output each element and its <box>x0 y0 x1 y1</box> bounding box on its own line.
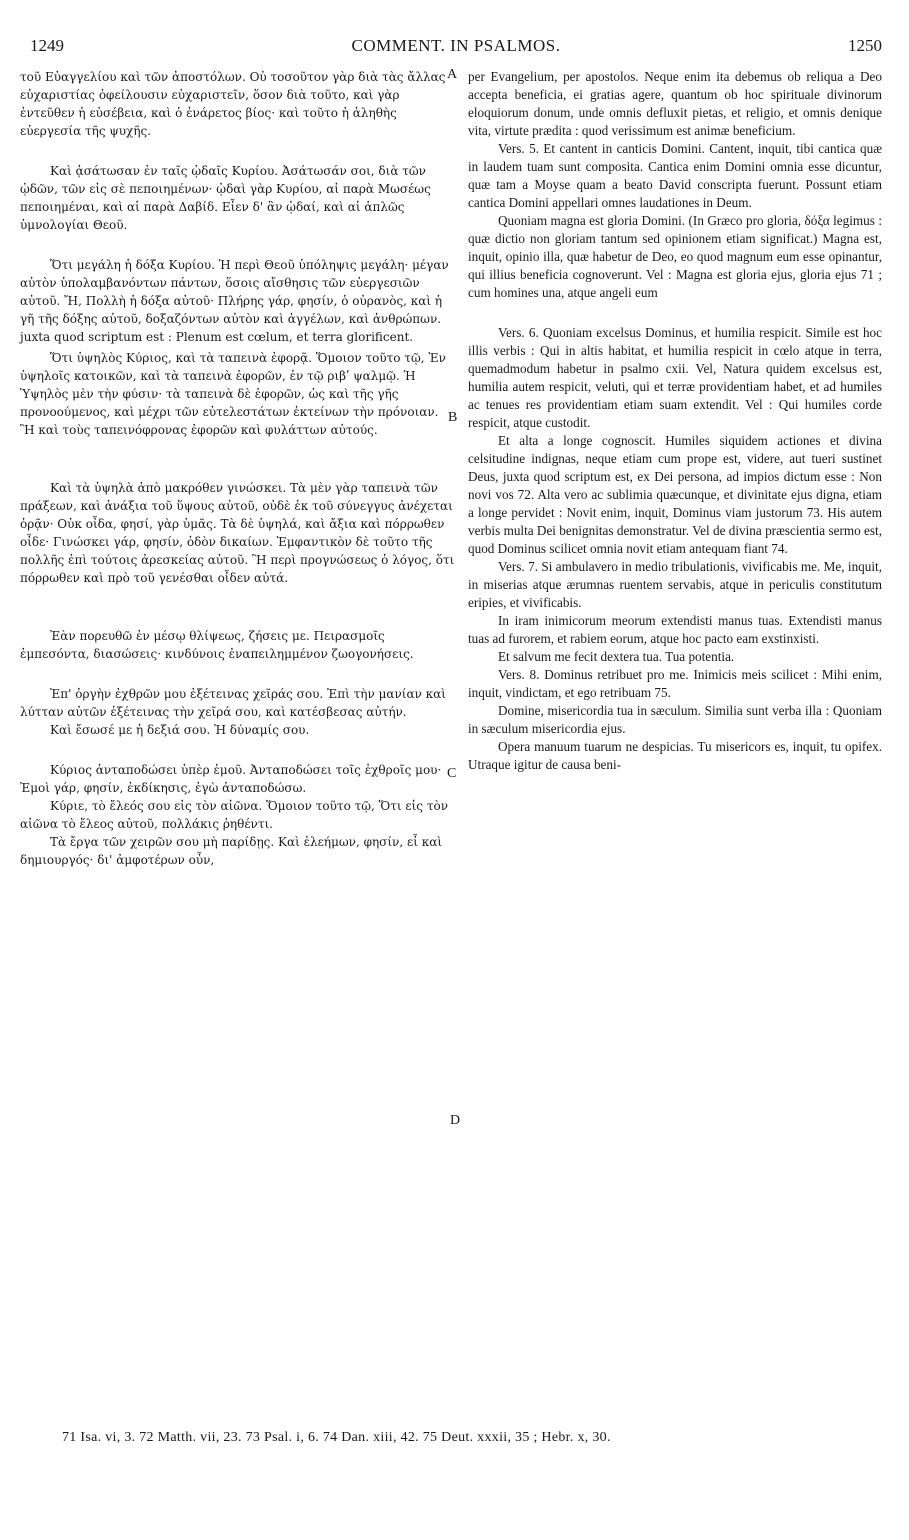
latin-paragraph: Domine, misericordia tua in sæculum. Similia sunt verba illa : Quoniam in sæculum misericordia ejus. <box>468 703 882 736</box>
greek-paragraph: Κύριε, τὸ ἔλεός σου εἰς τὸν αἰῶνα. Ὅμοιον τοῦτο τῷ, Ὅτι εἰς τὸν αἰῶνα τὸ ἔλεος αὐτοῦ, πολλάκις ῥηθέντι. <box>20 799 448 831</box>
running-title: COMMENT. IN PSALMOS. <box>351 36 561 55</box>
greek-paragraph: Ἐπ' ὀργὴν ἐχθρῶν μου ἐξέτεινας χεῖράς σου. Ἐπὶ τὴν μανίαν καὶ λύτταν αὐτῶν ἐξέτεινας τὴν χεῖρά σου, καὶ κατέσβεσας αὐτήν. <box>20 687 446 719</box>
latin-paragraph: Et salvum me fecit dextera tua. Tua potentia. <box>498 649 735 664</box>
latin-paragraph: Vers. 6. Quoniam excelsus Dominus, et humilia respicit. Simile est hoc illis verbis : Qui in altis habitat, et humilia respicit in cœlo atque in terra, quemadmodum habetur in psalmo cxii. Vel, Natura quidem excelsus est, humilia autem respicit, veluti, qui et terræ providentiam habet, et ad humiles ac tenues res providentiam etiam suam extendit. Vel : Qui humiles corde respicit, atque custodit. <box>468 325 882 430</box>
running-header <box>30 36 882 64</box>
greek-paragraph: τοῦ Εὐαγγελίου καὶ τῶν ἀποστόλων. Οὐ τοσοῦτον γὰρ διὰ τὰς ἄλλας εὐχαριστίας ὀφείλουσιν εὐχαριστεῖν, ὅσον διὰ τοῦτο, καὶ γὰρ ἐντεῦθεν ἡ εὐσέβεια, καὶ ὁ ἐνάρετος βίος· καὶ τοῦτο ἡ ἀληθὴς εὐεργεσία τῆς ψυχῆς. <box>20 70 446 138</box>
latin-paragraph: Vers. 5. Et cantent in canticis Domini. Cantent, inquit, tibi cantica quæ in laudem tuam sunt composita. Cantica enim Domini omnia esse dicuntur, quæ tam a Moyse quam a beato David conscripta fuerunt. Possunt etiam cantica Domini appellari omnes laudationes in Deum. <box>468 141 882 210</box>
column-marker-b: B <box>448 410 458 425</box>
greek-paragraph: Καὶ τὰ ὑψηλὰ ἀπὸ μακρόθεν γινώσκει. Τὰ μὲν γὰρ ταπεινὰ τῶν πράξεων, καὶ ἀνάξια τοῦ ὕψους αὐτοῦ, οὐδὲ ἐκ τοῦ σύνεγγυς ἀνέχεται ὁρᾷν· Οὐκ οἶδα, φησί, γὰρ ὑμᾶς. Τὰ δὲ ὑψηλά, καὶ ἄξια καὶ πόρρωθεν οἶδε· Γινώσκει γάρ, φησίν, ὁδὸν δικαίων. Ἐμφαντικὸν δὲ τοῦτο τῆς πολλῆς ἐπὶ τούτοις ἀρεσκείας αὐτοῦ. Ἢ περὶ προγνώσεως ὁ λόγος, ὅτι πόρρωθεν καὶ πρὸ τοῦ γενέσθαι οἶδεν αὐτά. <box>20 481 455 585</box>
page-number-left: 1249 <box>30 36 64 55</box>
greek-paragraph: Καὶ ᾀσάτωσαν ἐν ταῖς ᾠδαῖς Κυρίου. Ἀσάτωσάν σοι, διὰ τῶν ᾠδῶν, τῶν εἰς σὲ πεποιημένων· ᾠδαὶ γὰρ Κυρίου, αἱ παρὰ Μωσέως πεποιημέναι, καὶ αἱ παρὰ Δαβίδ. Εἶεν δ' ἂν ᾠδαί, καὶ αἱ ἁπλῶς ὑμνολογίαι Θεοῦ. <box>20 164 431 232</box>
greek-paragraph: Κύριος ἀνταποδώσει ὑπὲρ ἐμοῦ. Ἀνταποδώσει τοῖς ἐχθροῖς μου· Ἐμοὶ γάρ, φησίν, ἐκδίκησις, ἐγὼ ἀνταποδώσω. <box>20 763 442 795</box>
latin-paragraph: In iram inimicorum meorum extendisti manus tuas. Extendisti manus tuas ad furorem, et rabiem eorum, atque hoc pacto eam exstinxisti. <box>468 613 882 646</box>
latin-paragraph: Et alta a longe cognoscit. Humiles siquidem actiones et divina celsitudine indignas, neque etiam cum prope est, videre, aut tueri sustinet Deus, juxta quod scriptum est, ex Dei persona, ad impios dictum esse : Non novi vos 72. Alta vero ac sublimia quæcunque, et divinitate ejus digna, etiam a longe pervidet : Novit enim, inquit, Dominus viam justorum 73. His autem verbis multa Dei benignitas demonstratur. Vel de divina præscientia sermo est, quod Dominus scilicet omnia novit etiam antequam fiant 74. <box>468 433 882 556</box>
greek-paragraph: Τὰ ἔργα τῶν χειρῶν σου μὴ παρίδῃς. Καὶ ἐλεήμων, φησίν, εἶ καὶ δημιουργός· δι' ἀμφοτέρων οὖν, <box>20 835 443 867</box>
column-marker-c: C <box>447 766 457 781</box>
greek-paragraph: Καὶ ἔσωσέ με ἡ δεξιά σου. Ἡ δύναμίς σου. <box>50 723 310 737</box>
latin-paragraph: Opera manuum tuarum ne despicias. Tu misericors es, inquit, tu opifex. Utraque igitur de causa beni- <box>468 739 882 772</box>
greek-paragraph: Ὅτι μεγάλη ἡ δόξα Κυρίου. Ἡ περὶ Θεοῦ ὑπόληψις μεγάλη· μέγαν αὐτὸν ὑπολαμβανόντων πάντων, ὅσοις αἴσθησις τῶν εὐεργεσιῶν αὐτοῦ. Ἤ, Πολλὴ ἡ δόξα αὐτοῦ· Πλήρης γάρ, φησίν, ὁ οὐρανὸς, καὶ ἡ γῆ τῆς δόξης αὐτοῦ, δοξαζόντων αὐτὸν καὶ ἀγγέλων, καὶ ἀνθρώπων. <box>20 258 449 326</box>
latin-paragraph: Quoniam magna est gloria Domini. (In Græco pro gloria, δόξα legimus : quæ dictio non gloriam tantum sed opinionem etiam significat.) Magna est, inquit, opinio illa, quæ habetur de Deo, eo quod magnum eum esse opinantur, qui illius beneficia cognoverunt. Vel : Magna est gloria ejus, gloria ejus 71 ; cum homines una, atque angeli eum <box>468 213 882 300</box>
latin-paragraph: Vers. 7. Si ambulavero in medio tribulationis, vivificabis me. Me, inquit, in miserias atque ærumnas ruentem servabis, atque in periculis constitutum eripies, et vivificabis. <box>468 559 882 610</box>
greek-paragraph: Ὅτι ὑψηλὸς Κύριος, καὶ τὰ ταπεινὰ ἐφορᾷ. Ὅμοιον τοῦτο τῷ, Ἐν ὑψηλοῖς κατοικῶν, καὶ τὰ ταπεινὰ ἐφορῶν, ἐν τῷ ριβʹ ψαλμῷ. Ἡ Ὑψηλὸς μὲν τὴν φύσιν· τὰ ταπεινὰ δὲ ἐφορῶν, ὡς καὶ τῆς γῆς προνοούμενος, καὶ μέχρι τῶν εὐτελεστάτων ἐκτείνων τὴν πρόνοιαν. Ἢ καὶ τοὺς ταπεινόφρονας ἐφορῶν καὶ φυλάττων αὐτούς. <box>20 351 446 437</box>
latin-paragraph: Vers. 8. Dominus retribuet pro me. Inimicis meis scilicet : Mihi enim, inquit, vindictam, et ego retribuam 75. <box>468 667 882 700</box>
latin-inline-note: juxta quod scriptum est : Plenum est cœlum, et terra glorificent. <box>20 330 414 344</box>
latin-column <box>468 68 882 774</box>
column-marker-a: A <box>447 67 458 82</box>
footnotes: 71 Isa. vi, 3. 72 Matth. vii, 23. 73 Psal. i, 6. 74 Dan. xiii, 42. 75 Deut. xxxii, 35 ; Hebr. x, 30. <box>62 1430 611 1445</box>
greek-column <box>20 68 456 869</box>
latin-paragraph: per Evangelium, per apostolos. Neque enim ita debemus ob reliqua a Deo accepta beneficia, ei gratias agere, quantum ob hoc spirituale divinorum eloquiorum donum, unde omnis defluxit pietas, et religio, et omnis denique vita, virtute prædita : quod verissimum est animæ beneficium. <box>468 69 882 138</box>
greek-paragraph: Ἐὰν πορευθῶ ἐν μέσῳ θλίψεως, ζήσεις με. Πειρασμοῖς ἐμπεσόντα, διασώσεις· κινδύνοις ἐναπειλημμένον ζωογονήσεις. <box>20 629 414 661</box>
page-number-right: 1250 <box>848 36 882 55</box>
column-marker-d: D <box>450 1113 461 1128</box>
